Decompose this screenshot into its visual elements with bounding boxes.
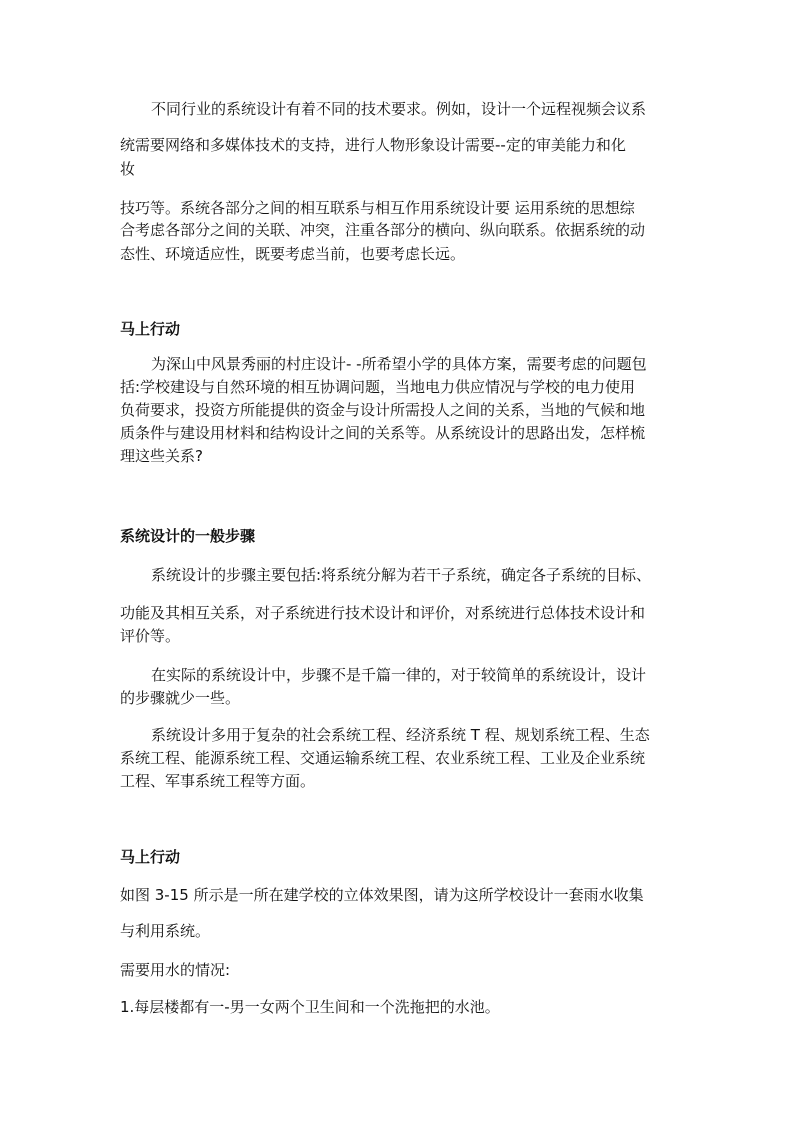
paragraph-line: 系统工程、能源系统工程、交通运输系统工程、农业系统工程、工业及企业系统: [120, 749, 646, 767]
paragraph-line: 技巧等。系统各部分之间的相互联系与相互作用系统设计要 运用系统的思想综: [120, 199, 635, 217]
section-heading: 马上行动: [120, 320, 181, 338]
section-heading: 系统设计的一般步骤: [120, 527, 256, 545]
paragraph-line: 评价等。: [120, 627, 181, 645]
paragraph-line: 质条件与建设用材料和结构设计之间的关系等。从系统设计的思路出发，怎样梳: [120, 424, 646, 442]
section-heading: 马上行动: [120, 848, 181, 866]
paragraph-line: 工程、军事系统工程等方面。: [120, 772, 316, 790]
paragraph-line: 合考虑各部分之间的关联、冲突，注重各部分的横向、纵向联系。依据系统的动: [120, 221, 646, 239]
paragraph-line: 为深山中风景秀丽的村庄设计- -所希望小学的具体方案，需要考虑的问题包: [151, 355, 647, 373]
paragraph-line: 态性、环境适应性，既要考虑当前，也要考虑长远。: [120, 245, 466, 263]
paragraph-line: 功能及其相互关系，对子系统进行技术设计和评价，对系统进行总体技术设计和: [120, 604, 646, 622]
paragraph-line: 不同行业的系统设计有着不同的技术要求。例如，设计一个远程视频会议系: [151, 100, 647, 118]
paragraph-line: 需要用水的情况:: [120, 961, 231, 979]
paragraph-line: 统需要网络和多媒体技术的支持，进行人物形象设计需要--定的审美能力和化: [120, 136, 626, 154]
paragraph-line: 1.每层楼都有一-男一女两个卫生间和一个洗拖把的水池。: [120, 998, 500, 1016]
paragraph-line: 负荷要求，投资方所能提供的资金与设计所需投人之间的关系，当地的气候和地: [120, 401, 646, 419]
paragraph-line: 与利用系统。: [120, 922, 211, 940]
paragraph-line: 如图 3-15 所示是一所在建学校的立体效果图，请为这所学校设计一套雨水收集: [120, 886, 644, 904]
paragraph-line: 在实际的系统设计中，步骤不是千篇一律的，对于较简单的系统设计，设计: [151, 666, 647, 684]
paragraph-line: 妆: [120, 160, 136, 178]
paragraph-line: 系统设计的步骤主要包括:将系统分解为若干子系统，确定各子系统的目标、: [151, 566, 652, 584]
paragraph-line: 系统设计多用于复杂的社会系统工程、经济系统 T 程、规划系统工程、生态: [151, 726, 650, 744]
paragraph-line: 理这些关系?: [120, 447, 203, 465]
paragraph-line: 的步骤就少一些。: [120, 689, 241, 707]
paragraph-line: 括:学校建设与自然环境的相互协调问题，当地电力供应情况与学校的电力使用: [120, 378, 636, 396]
